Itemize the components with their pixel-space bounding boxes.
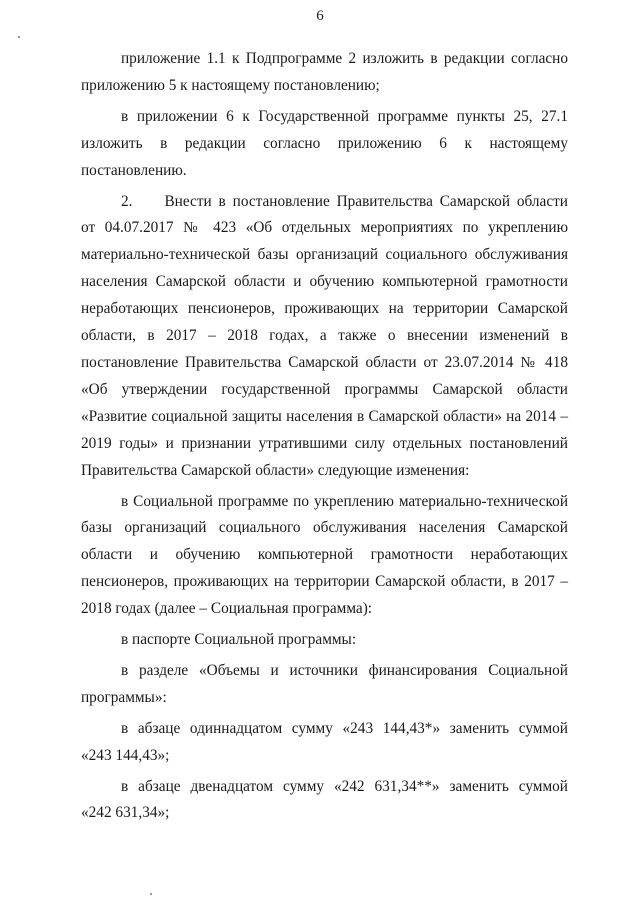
page-number: 6 (316, 8, 324, 24)
text-line: «242 631,34»; (81, 804, 170, 822)
text-line: от 04.07.2017 № 423 «Об отдельных мероприятиях по укреплению (81, 219, 568, 237)
text-line: Правительства Самарской области» следующие изменения: (81, 461, 470, 479)
text-line: 2019 годы» и признании утратившими силу отдельных постановлений (81, 434, 568, 452)
text-line: в абзаце одиннадцатом сумму «243 144,43*» заменить суммой (121, 719, 568, 737)
text-line: постановлению. (81, 161, 187, 179)
scan-speck (18, 36, 20, 38)
text-line: «Об утверждении государственной программы Самарской области (81, 380, 568, 398)
text-line: материально-технической базы организаций социального обслуживания (81, 246, 568, 264)
text-line: неработающих пенсионеров, проживающих на территории Самарской (81, 300, 568, 318)
paragraph-item-2 (81, 189, 568, 485)
paragraph-section-volumes (81, 658, 568, 712)
text-line: в Социальной программе по укреплению материально-технической (121, 492, 568, 510)
paragraph-appendix-1-1 (81, 46, 568, 100)
text-line: приложение 1.1 к Подпрограмме 2 изложить в редакции согласно (121, 50, 568, 67)
text-line: изложить в редакции согласно приложению 6 к настоящему (81, 134, 568, 152)
item-number: 2. (121, 192, 133, 210)
text-line: в паспорте Социальной программы: (121, 631, 357, 649)
text-line: пенсионеров, проживающих на территории Самарской области, в 2017 – (81, 573, 568, 591)
text-line: программы»: (81, 688, 167, 706)
text-line: в абзаце двенадцатом сумму «242 631,34**» заменить суммой (121, 777, 568, 795)
text-line: «243 144,43»; (81, 746, 170, 764)
text-line: области, в 2017 – 2018 годах, а также о внесении изменений в (81, 327, 568, 345)
paragraph-abzac-11 (81, 716, 568, 770)
paragraph-social-program (81, 489, 568, 624)
text-line: населения Самарской области и обучению компьютерной грамотности (81, 273, 568, 291)
text-line: области и обучению компьютерной грамотности неработающих (81, 546, 568, 564)
paragraph-abzac-12 (81, 774, 568, 828)
text-line: постановление Правительства Самарской области от 23.07.2014 № 418 (81, 353, 568, 371)
text-line: в разделе «Объемы и источники финансирования Социальной (121, 661, 568, 679)
text-line: «Развитие социальной защиты населения в Самарской области» на 2014 – (81, 407, 568, 425)
paragraph-passport (81, 627, 568, 654)
document-body (81, 46, 568, 827)
text-line: базы организаций социального обслуживания населения Самарской (81, 519, 568, 537)
text-line: в приложении 6 к Государственной программе пункты 25, 27.1 (121, 107, 568, 125)
scan-speck (150, 893, 152, 895)
text-line (81, 189, 568, 216)
text-line: приложению 5 к настоящему постановлению; (81, 76, 380, 94)
text-line-content: Внести в постановление Правительства Самарской области (164, 192, 568, 210)
paragraph-appendix-6 (81, 104, 568, 185)
text-line: 2018 годах (далее – Социальная программа): (81, 600, 373, 618)
